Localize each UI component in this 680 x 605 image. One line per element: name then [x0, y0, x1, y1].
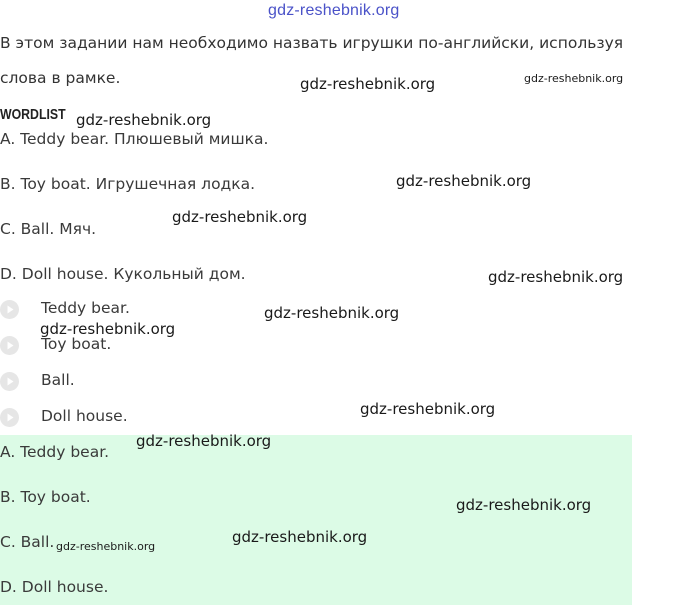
play-icon[interactable] — [0, 372, 19, 391]
watermark: gdz-reshebnik.org — [56, 540, 156, 553]
audio-item-label: Ball. — [41, 371, 75, 389]
watermark: gdz-reshebnik.org — [396, 172, 532, 190]
answer-item: D. Doll house. — [0, 578, 109, 596]
wordlist-entry: D. Doll house. Кукольный дом. — [0, 265, 246, 283]
site-title[interactable]: gdz-reshebnik.org — [268, 2, 400, 19]
watermark: gdz-reshebnik.org — [172, 208, 308, 226]
answer-item: B. Toy boat. — [0, 488, 91, 506]
audio-item-label: Doll house. — [41, 407, 128, 425]
watermark: gdz-reshebnik.org — [300, 75, 436, 93]
answer-item: A. Teddy bear. — [0, 443, 110, 461]
watermark: gdz-reshebnik.org — [76, 111, 212, 129]
intro-text-line-2: слова в рамке. — [0, 69, 121, 87]
watermark: gdz-reshebnik.org — [136, 432, 272, 450]
audio-item-label: Toy boat. — [41, 335, 112, 353]
wordlist-heading: WORDLIST — [0, 106, 66, 123]
watermark: gdz-reshebnik.org — [264, 304, 400, 322]
play-icon[interactable] — [0, 300, 19, 319]
wordlist-entry: A. Teddy bear. Плюшевый мишка. — [0, 130, 269, 148]
intro-text-line-1: В этом задании нам необходимо назвать игрушки по-английски, используя — [0, 34, 624, 52]
watermark: gdz-reshebnik.org — [456, 496, 592, 514]
play-icon[interactable] — [0, 408, 19, 427]
play-icon[interactable] — [0, 336, 19, 355]
watermark: gdz-reshebnik.org — [232, 528, 368, 546]
wordlist-entry: B. Toy boat. Игрушечная лодка. — [0, 175, 256, 193]
watermark: gdz-reshebnik.org — [40, 320, 176, 338]
answer-item: C. Ball. — [0, 533, 55, 551]
watermark: gdz-reshebnik.org — [488, 268, 624, 286]
audio-item-label: Teddy bear. — [41, 299, 130, 317]
watermark: gdz-reshebnik.org — [360, 400, 496, 418]
watermark: gdz-reshebnik.org — [524, 72, 624, 85]
wordlist-entry: C. Ball. Мяч. — [0, 220, 97, 238]
